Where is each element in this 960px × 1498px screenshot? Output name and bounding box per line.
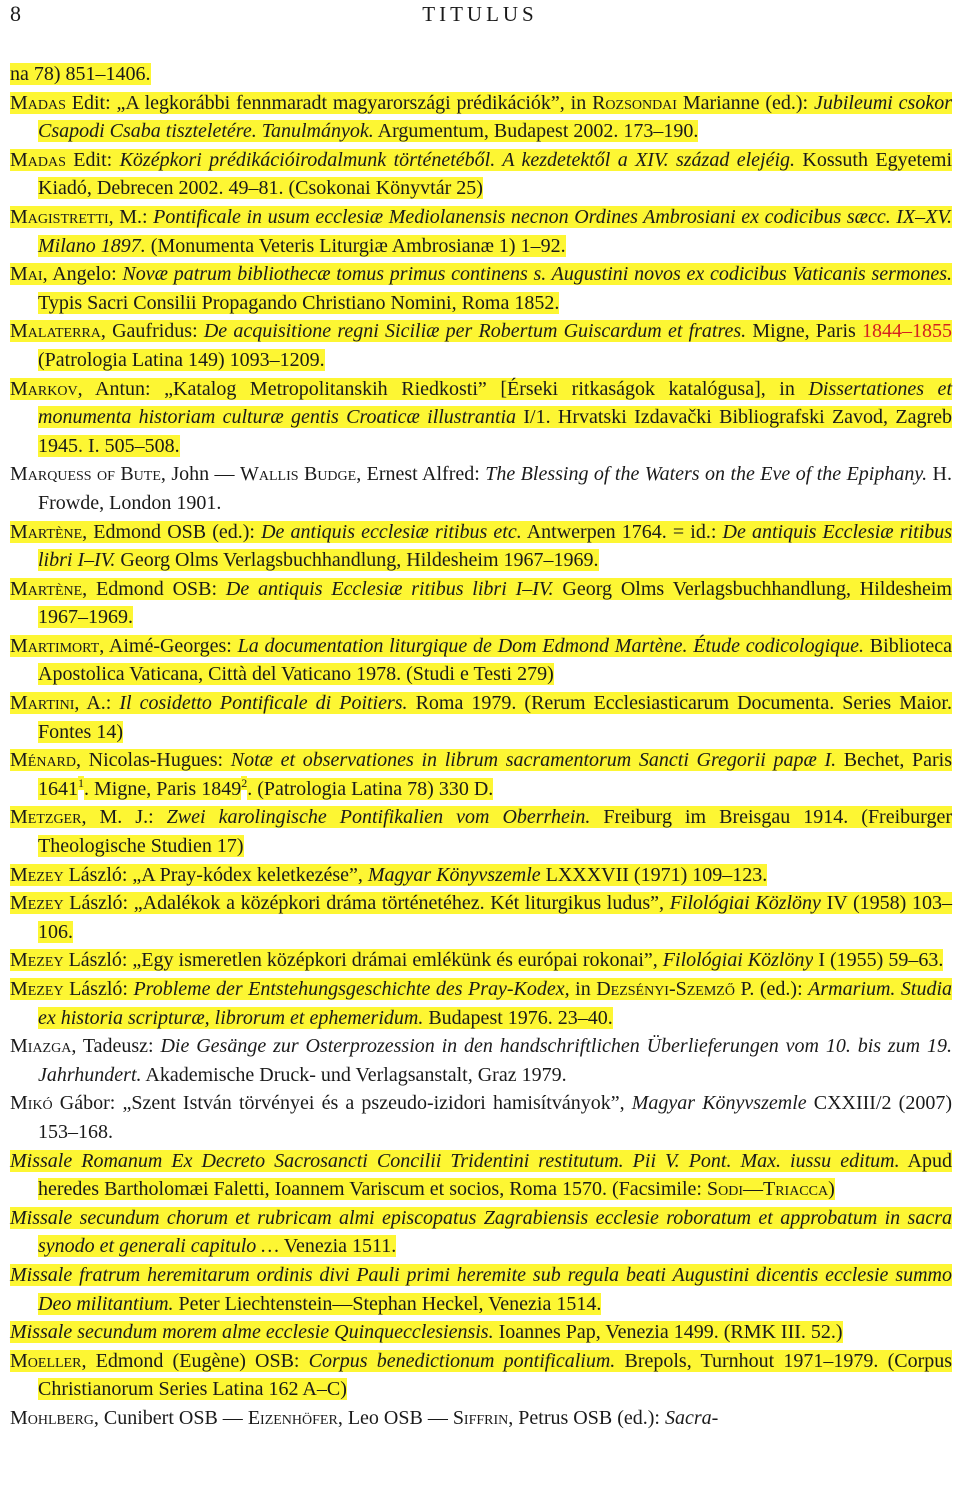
bibliography-entry <box>10 1089 952 1146</box>
work-title: Pontificale in usum ecclesiæ Mediolanensis necnon Ordines Ambrosiani ex codicibus sæcc. IX–XV. Milano 1897. <box>38 205 953 257</box>
bibliography-entry <box>10 60 952 89</box>
work-title: Die Gesänge zur Osterprozession in den handschriftlichen Überlieferungen vom 10. bis zum 19. Jahrhundert. <box>38 1035 952 1086</box>
author-name: Mikó <box>10 1092 53 1115</box>
date-range: 1844–1855 <box>862 320 953 343</box>
author-name: Rozsondai <box>592 91 677 114</box>
author-name: Mezey <box>10 863 64 886</box>
author-name: Malaterra <box>10 320 101 343</box>
entry-text: László: <box>63 978 134 1000</box>
bibliography-entry <box>10 203 952 260</box>
author-name: Mai <box>10 263 43 286</box>
edition-superscript: 2 <box>241 776 248 791</box>
work-title: Novæ patrum bibliothecæ tomus primus continens s. Augustini novos ex codicibus Vaticanis sermones. <box>122 263 952 286</box>
bibliography-entry <box>10 260 952 317</box>
entry-text: CXXIII/2 (2007) 153–168. <box>38 1092 952 1143</box>
work-title: De antiquis Ecclesiæ ritibus libri I–IV. <box>225 577 554 600</box>
work-title: La documentation liturgique de Dom Edmond Martène. Étude codicologique. <box>237 634 865 657</box>
page-header <box>0 0 960 30</box>
entry-text: Freiburg im Breisgau 1914. (Freiburger Theologische Studien 17) <box>38 806 952 858</box>
entry-text: Georg Olms Verlagsbuchhandlung, Hildesheim 1967–1969. <box>38 577 952 629</box>
work-title: Sacra- <box>664 1406 719 1429</box>
entry-text: , Ernest Alfred: <box>356 463 486 486</box>
bibliography-entry <box>10 1347 952 1404</box>
bibliography-entry <box>10 1147 952 1204</box>
entry-text: , Antun: „Katalog Metropolitanskih Riedkosti” [Érseki ritkaságok katalógusa], in <box>77 377 809 400</box>
entry-text: Budapest 1976. 23–40. <box>423 1006 613 1029</box>
work-title: De acquisitione regni Siciliæ per Robertum Guiscardum et fratres. <box>203 320 747 343</box>
author-name: Miazga <box>10 1035 72 1058</box>
work-title: Filológiai Közlöny <box>669 892 821 915</box>
work-title: Notæ et observationes in librum sacramentorum Sancti Gregorii papæ I. <box>230 749 837 772</box>
author-name: Magistretti <box>10 205 109 228</box>
entry-text: László: „A Pray-kódex keletkezése”, <box>63 863 368 886</box>
entry-text: (Monumenta Veteris Liturgiæ Ambrosianæ 1) 1–92. <box>145 234 566 257</box>
bibliography-entry <box>10 746 952 803</box>
entry-text: Edit: „A legkorábbi fennmaradt magyarországi prédikációk”, in <box>65 91 593 114</box>
bibliography-entry <box>10 1404 952 1433</box>
bibliography-entry <box>10 575 952 632</box>
entry-text: . Migne, Paris 1849 <box>84 777 242 800</box>
entry-text: Kossuth Egyetemi Kiadó, Debrecen 2002. 49–81. (Csokonai Könyvtár 25) <box>38 148 953 200</box>
entry-text: Apud heredes Bartholomæi Faletti, Ioannem Variscum et socios, Roma 1570. (Facsimile: <box>38 1149 952 1201</box>
work-title: Il cosidetto Pontificale di Poitiers. <box>119 692 408 715</box>
entry-text: na 78) 851–1406. <box>10 63 151 85</box>
bibliography-entry <box>10 689 952 746</box>
work-title: Magyar Könyvszemle <box>631 1092 807 1115</box>
entry-text: Akademische Druck- und Verlagsanstalt, Graz 1979. <box>141 1063 567 1086</box>
page-number: 8 <box>10 1 21 26</box>
running-title: TITULUS <box>422 2 538 26</box>
entry-text: LXXXVII (1971) 109–123. <box>540 863 768 886</box>
entry-text: László: „Egy ismeretlen középkori drámai emlékünk és európai rokonai”, <box>63 949 663 972</box>
entry-text: Ioannes Pap, Venezia 1499. (RMK III. 52.) <box>493 1321 843 1344</box>
work-title: The Blessing of the Waters on the Eve of the Epiphany. <box>485 463 928 486</box>
bibliography-entry <box>10 861 952 890</box>
bibliography-entry <box>10 889 952 946</box>
author-name: Mezey <box>10 978 64 1000</box>
bibliography-entry <box>10 632 952 689</box>
author-name: Sodi—Triacca <box>706 1178 829 1201</box>
entry-text: , Edmond (Eugène) OSB: <box>81 1349 309 1372</box>
entry-text: IV (1958) 103–106. <box>38 892 953 943</box>
work-title: Missale secundum chorum et rubricam almi episcopatus Zagrabiensis ecclesie roboratum et approbatum in sacra synodo et generali capitulo … <box>10 1206 952 1258</box>
bibliography-entry <box>10 946 952 975</box>
work-title: Magyar Könyvszemle <box>367 863 541 886</box>
entry-text: Venezia 1511. <box>279 1235 397 1258</box>
bibliography-entry <box>10 1261 952 1318</box>
entry-text: I (1955) 59–63. <box>813 949 944 972</box>
entry-text: Peter Liechtenstein—Stephan Heckel, Venezia 1514. <box>173 1292 602 1315</box>
work-title: Filológiai Közlöny <box>662 949 814 972</box>
work-title: Missale secundum morem alme ecclesie Quinquecclesiensis. <box>10 1321 494 1344</box>
bibliography-entry <box>10 803 952 860</box>
entry-text: , Petrus OSB (ed.): <box>508 1406 665 1429</box>
author-name: Dezsényi-Szemző <box>596 978 735 1000</box>
entry-text: Biblioteca Apostolica Vaticana, Città del Vaticano 1978. (Studi e Testi 279) <box>38 634 952 686</box>
author-name: Mezey <box>10 892 64 915</box>
bibliography-entry <box>10 146 952 203</box>
author-name: Martimort <box>10 634 100 657</box>
bibliography-entry <box>10 375 952 461</box>
entry-text: , Nicolas-Hugues: <box>76 749 231 772</box>
bibliography-entry <box>10 89 952 146</box>
entry-text: Brepols, Turnhout 1971–1979. (Corpus Christianorum Series Latina 162 A–C) <box>38 1349 953 1401</box>
author-name: Ménard <box>10 749 77 772</box>
author-name: Madas <box>10 91 66 114</box>
entry-text: I/1. Hrvatski Izdavački Bibliografski Zavod, Zagreb 1945. I. 505–508. <box>38 406 952 457</box>
entry-text: , Angelo: <box>42 263 123 286</box>
work-title: Probleme der Entstehungsgeschichte des Pray-Kodex, <box>133 978 570 1000</box>
bibliography-list <box>10 60 952 1433</box>
entry-text: Antwerpen 1764. = id.: <box>521 520 723 543</box>
work-title: Missale Romanum Ex Decreto Sacrosancti Concilii Tridentini restitutum. Pii V. Pont. Max. iussu editum. <box>10 1149 900 1172</box>
author-name: Eizenhöfer <box>247 1406 338 1429</box>
author-name: Martini <box>10 692 75 715</box>
entry-text: , M.: <box>108 205 154 228</box>
author-name: Moeller <box>10 1349 82 1372</box>
work-title: Középkori prédikációirodalmunk történetéből. A kezdetektől a XIV. század elejéig. <box>119 148 796 171</box>
author-name: Martène <box>10 520 83 543</box>
bibliography-entry <box>10 1318 952 1347</box>
author-name: Metzger <box>10 806 82 829</box>
entry-text: Bechet, Paris 1641 <box>38 749 952 800</box>
entry-text: Roma 1979. (Rerum Ecclesiasticarum Documenta. Series Maior. Fontes 14) <box>38 692 952 743</box>
entry-text: László: „Adalékok a középkori dráma történetéhez. Két liturgikus ludus”, <box>63 892 670 915</box>
entry-text: Migne, Paris <box>746 320 863 343</box>
entry-text: Gábor: „Szent István törvényei és a pszeudo-izidori hamisítványok”, <box>52 1092 632 1115</box>
entry-text: , Edmond OSB (ed.): <box>82 520 262 543</box>
work-title: Missale fratrum heremitarum ordinis divi Pauli primi heremite sub regula beati Augustini dicentis ecclesie summo Deo militantium. <box>10 1263 952 1315</box>
entry-text: , A.: <box>74 692 120 715</box>
entry-text: Marianne (ed.): <box>676 91 814 114</box>
entry-text: Edit: <box>65 148 120 171</box>
entry-text: , Edmond OSB: <box>82 577 226 600</box>
bibliography-entry <box>10 1204 952 1261</box>
bibliography-entry <box>10 460 952 517</box>
author-name: Mezey <box>10 949 64 972</box>
entry-text: ) <box>828 1178 835 1201</box>
entry-text: Georg Olms Verlagsbuchhandlung, Hildesheim 1967–1969. <box>115 549 599 572</box>
work-title: Dissertationes et monumenta historiam culturæ gentis Croaticæ illustrantia <box>38 377 952 429</box>
entry-text: , Tadeusz: <box>71 1035 161 1058</box>
author-name: Martène <box>10 577 83 600</box>
entry-text: , Leo OSB — <box>337 1406 453 1429</box>
entry-text: Argumentum, Budapest 2002. 173–190. <box>373 120 699 143</box>
author-name: Madas <box>10 148 66 171</box>
entry-text: , Aimé-Georges: <box>99 634 238 657</box>
work-title: Corpus benedictionum pontificalium. <box>308 1349 616 1372</box>
work-title: Armarium. Studia ex historia scripturæ, librorum et ephemeridum. <box>38 978 953 1029</box>
entry-text: H. Frowde, London 1901. <box>38 463 953 514</box>
entry-text: Typis Sacri Consilii Propagando Christiano Nomini, Roma 1852. <box>38 291 560 314</box>
entry-text: P. (ed.): <box>734 978 809 1000</box>
work-title: De antiquis Ecclesiæ ritibus libri I–IV. <box>38 520 952 572</box>
work-title: Jubileumi csokor Csapodi Csaba tiszteletére. Tanulmányok. <box>38 91 953 143</box>
entry-text: . (Patrologia Latina 78) 330 D. <box>247 777 494 800</box>
entry-text: , Cunibert OSB — <box>93 1406 248 1429</box>
entry-text: , John — <box>160 463 240 486</box>
edition-superscript: 1 <box>78 776 84 791</box>
entry-text: , Gaufridus: <box>100 320 204 343</box>
work-title: Zwei karolingische Pontifikalien vom Oberrhein. <box>166 806 591 829</box>
bibliography-entry <box>10 1032 952 1089</box>
entry-text: , M. J.: <box>81 806 167 829</box>
bibliography-entry <box>10 975 952 1032</box>
bibliography-entry <box>10 518 952 575</box>
bibliography-entry <box>10 317 952 374</box>
entry-text: in <box>569 978 597 1000</box>
author-name: Marquess of Bute <box>10 463 161 486</box>
entry-text: (Patrologia Latina 149) 1093–1209. <box>38 348 325 371</box>
author-name: Mohlberg <box>10 1406 94 1429</box>
work-title: De antiquis ecclesiæ ritibus etc. <box>261 520 522 543</box>
author-name: Wallis Budge <box>240 463 357 486</box>
author-name: Markov <box>10 377 78 400</box>
author-name: Siffrin <box>452 1406 509 1429</box>
